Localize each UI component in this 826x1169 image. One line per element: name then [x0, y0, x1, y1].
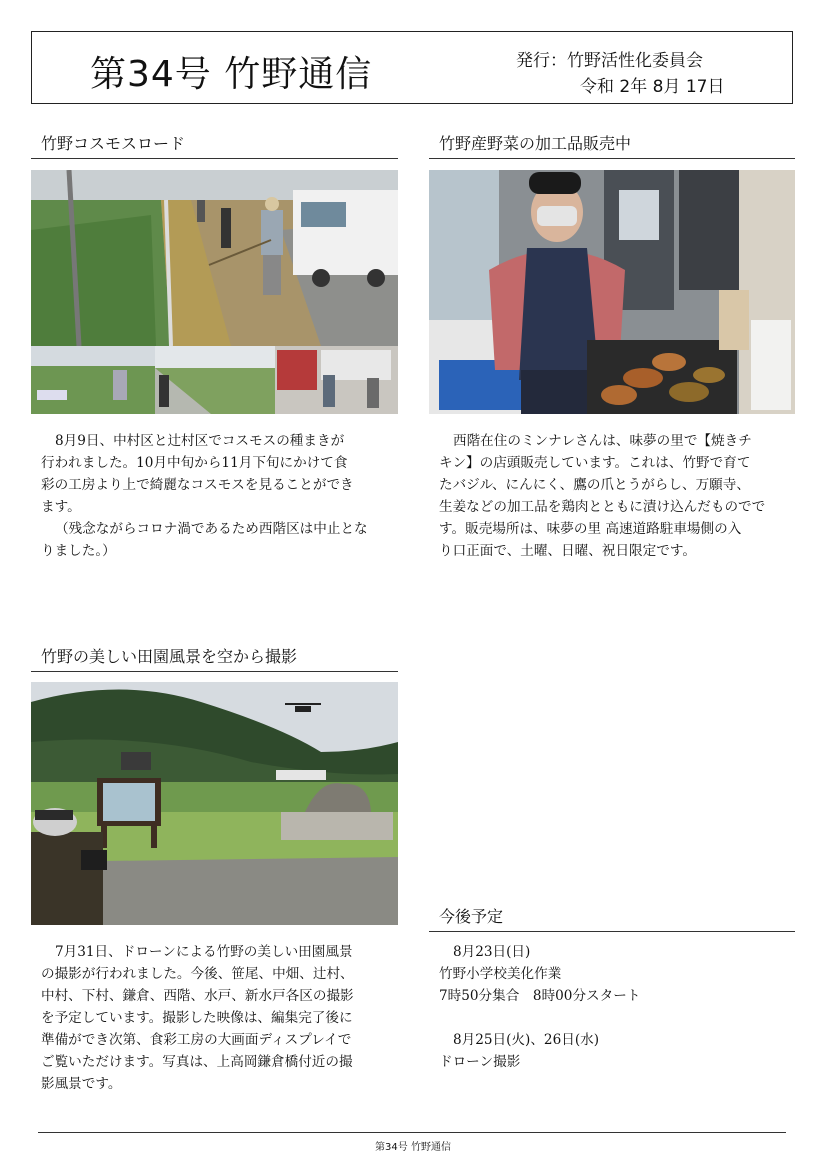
produce-photo [429, 170, 795, 414]
footer-divider [38, 1132, 786, 1133]
drone-article: 7月31日、ドローンによる竹野の美しい田園風景 の撮影が行われました。今後、笹尾、中畑、辻村、 中村、下村、鎌倉、西階、水戸、新水戸各区の撮影 を予定しています。撮影した映像は、編集完了後に 準備ができ次第、食彩工房の大画面ディスプレイで ご覧いただけます。写真は、上高岡鎌倉橋付近の撮 影風景です。 [41, 944, 354, 1092]
section-heading-produce: 竹野産野菜の加工品販売中 [429, 131, 795, 159]
schedule-time-1: 7時50分集合 8時00分スタート [439, 988, 641, 1004]
section-heading-drone: 竹野の美しい田園風景を空から撮影 [31, 644, 398, 672]
produce-article: 西階在住のミンナレさんは、味夢の里で【焼きチ キン】の店頭販売しています。これは、竹野で育て たバジル、にんにく、鷹の爪とうがらし、万願寺、 生姜などの加工品を鶏肉とともに漬け込んだものでで す。販売場所は、味夢の里 高速道路駐車場側の入 り口正面で、土曜、日曜、祝日限定です。 [439, 433, 766, 559]
section-heading-cosmos: 竹野コスモスロード [31, 131, 398, 159]
issue-title: 第34号 竹野通信 [90, 54, 373, 95]
schedule-list [439, 941, 640, 1073]
cosmos-photo-collage [31, 170, 398, 414]
publisher: 発行：竹野活性化委員会 [516, 51, 703, 71]
cosmos-article: 8月9日、中村区と辻村区でコスモスの種まきが 行われました。10月中旬から11月下旬にかけて食 彩の工房より上で綺麗なコスモスを見ることができ ます。 （残念ながらコロナ渦であるため西階区は中止とな りました。） [41, 433, 368, 559]
publish-date: 令和 2年 8月 17日 [580, 77, 725, 97]
section-heading-schedule: 今後予定 [429, 904, 795, 932]
schedule-date-1: 8月23日(日) [453, 944, 531, 960]
footer-text: 第34号 竹野通信 [375, 1142, 451, 1153]
drone-photo [31, 682, 398, 925]
schedule-date-2: 8月25日(火)、26日(水) [453, 1032, 600, 1048]
schedule-event-2: ドローン撮影 [439, 1054, 521, 1070]
masthead [31, 31, 793, 104]
schedule-spacer [439, 1007, 640, 1029]
schedule-event-1: 竹野小学校美化作業 [439, 966, 562, 982]
